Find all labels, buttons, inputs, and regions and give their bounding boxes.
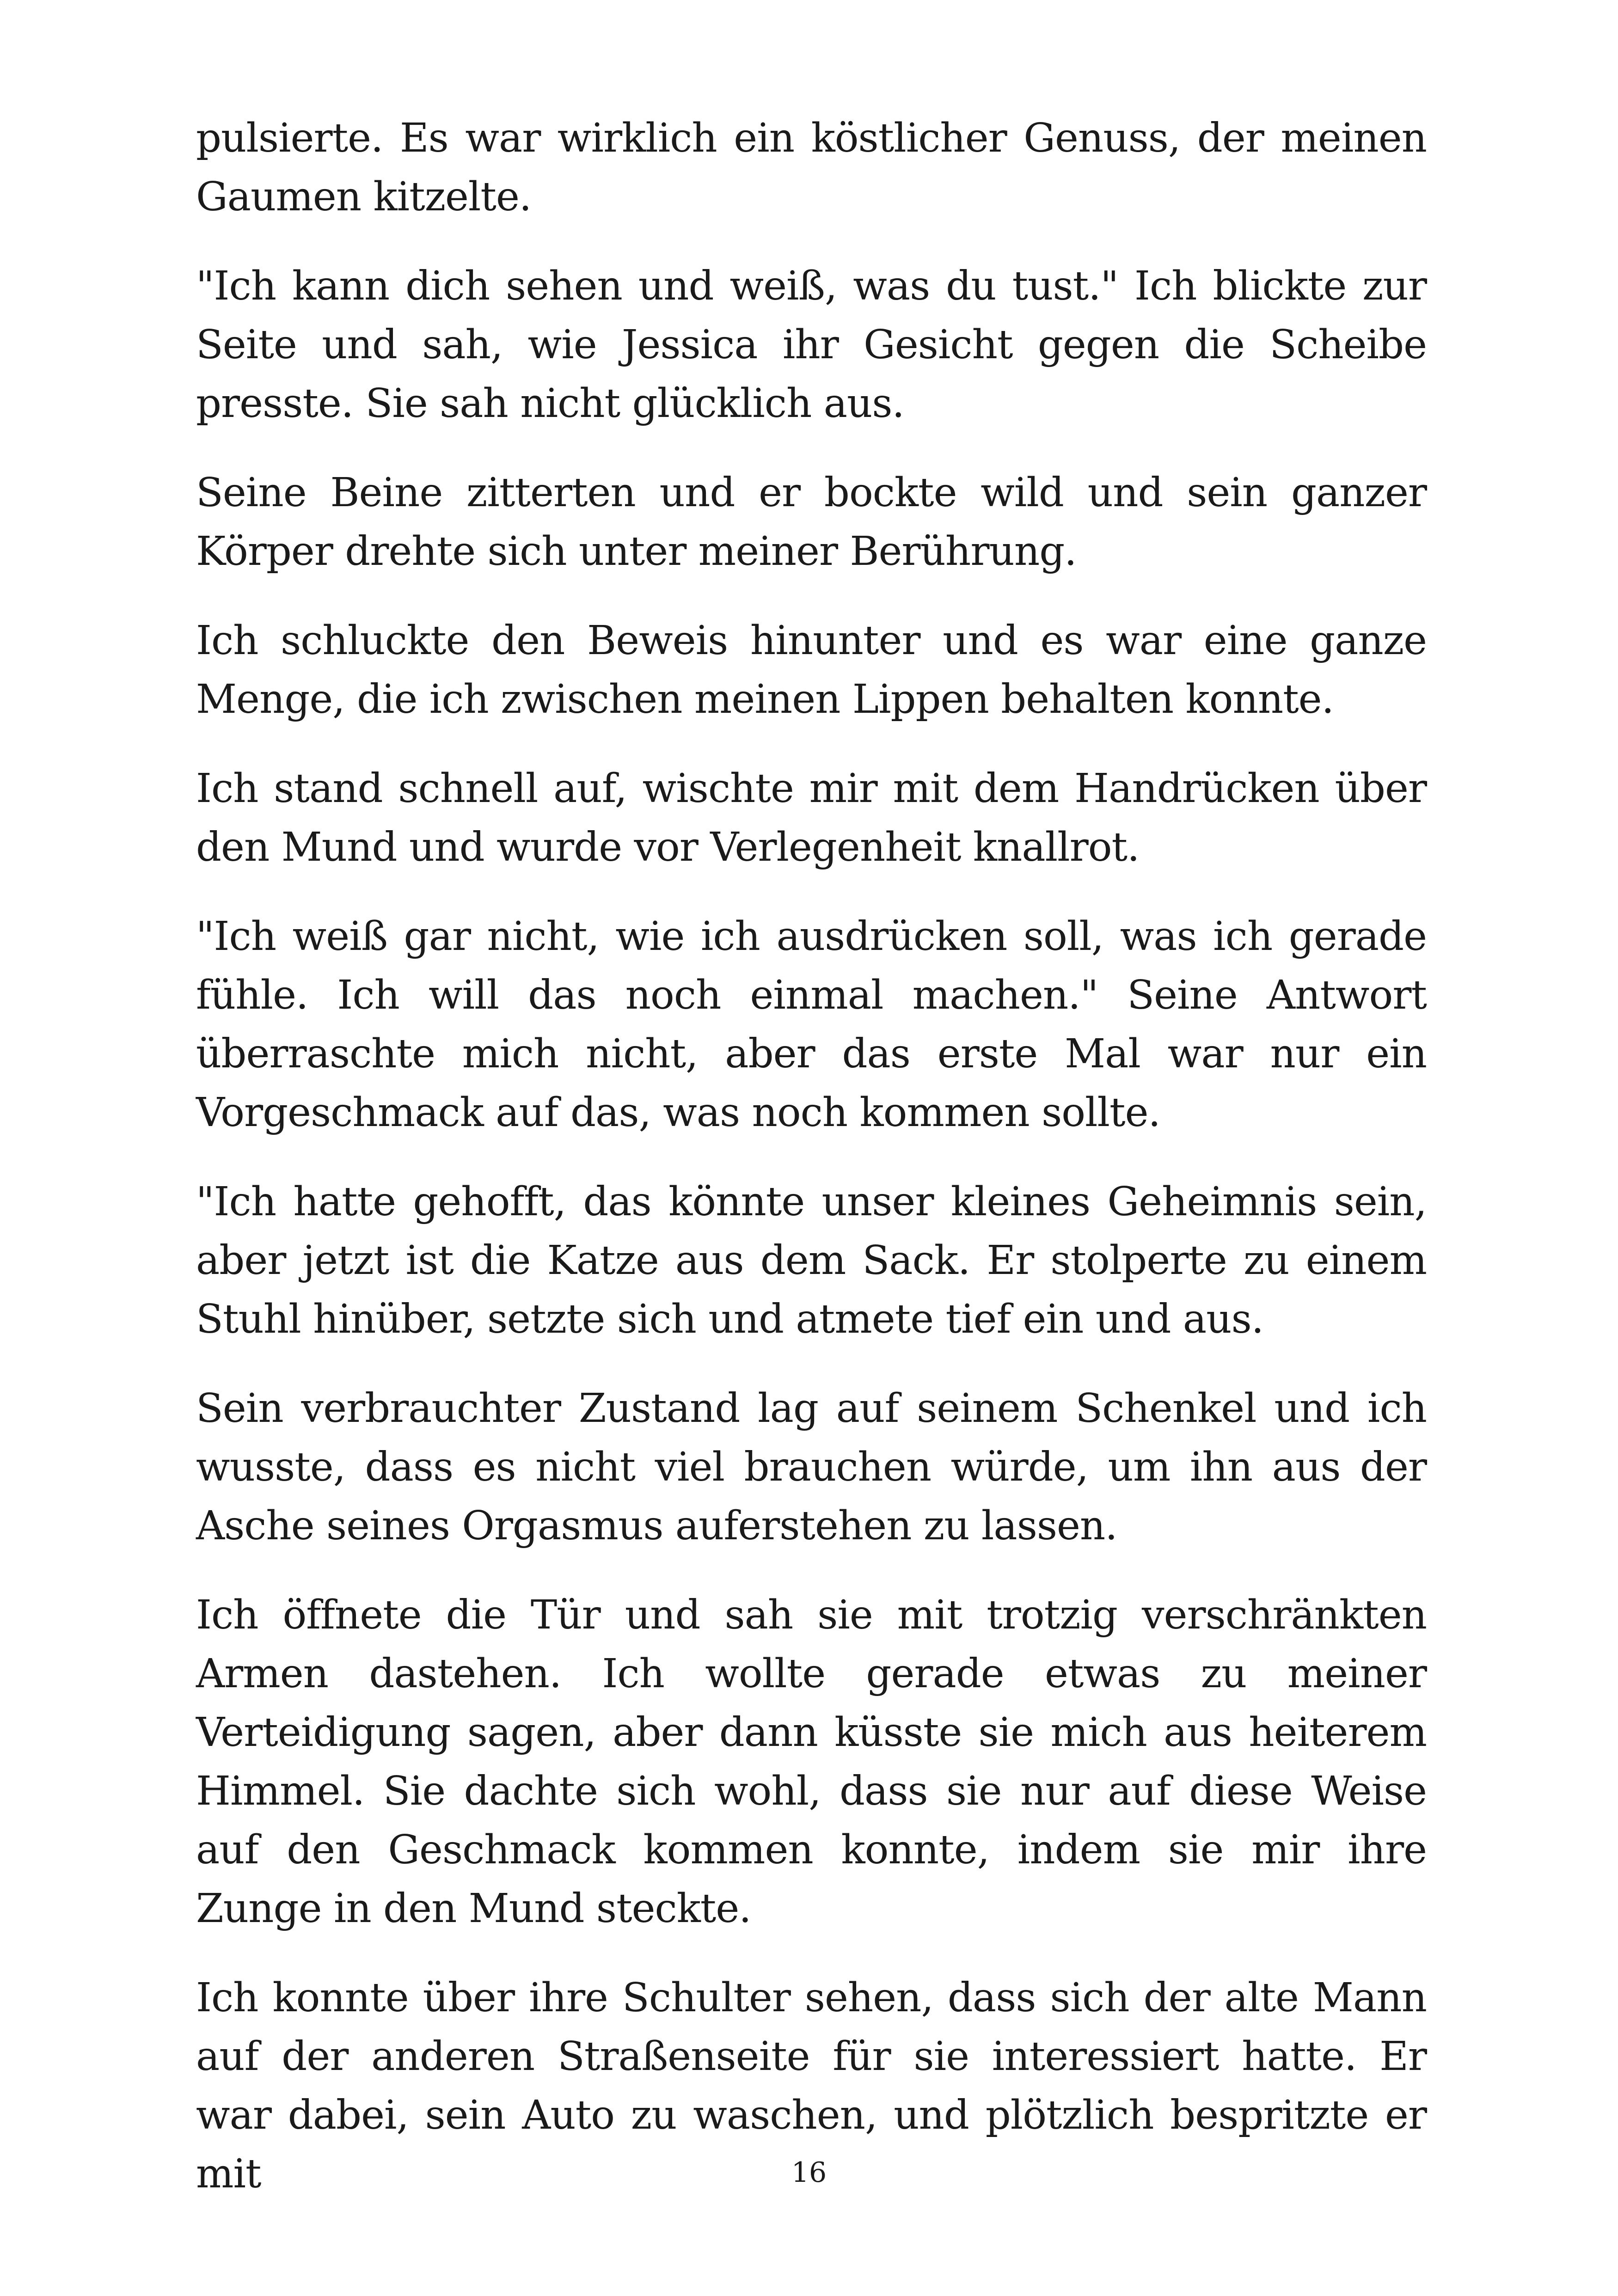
paragraph: "Ich kann dich sehen und weiß, was du tust." Ich blickte zur Seite und sah, wie Jessica ihr Gesicht gegen die Scheibe presste. Sie sah nicht glücklich aus.: [196, 263, 1427, 427]
text-body: [196, 109, 1427, 2234]
paragraph: "Ich hatte gehofft, das könnte unser kleines Geheimnis sein, aber jetzt ist die Katze aus dem Sack. Er stolperte zu einem Stuhl hinüber, setzte sich und atmete tief ein und aus.: [196, 1179, 1427, 1342]
paragraph: pulsierte. Es war wirklich ein köstlicher Genuss, der meinen Gaumen kitzelte.: [196, 115, 1427, 220]
paragraph: Ich stand schnell auf, wischte mir mit dem Handrücken über den Mund und wurde vor Verlegenheit knallrot.: [196, 765, 1427, 870]
paragraph: Ich schluckte den Beweis hinunter und es war eine ganze Menge, die ich zwischen meinen Lippen behalten konnte.: [196, 618, 1427, 722]
paragraph: Seine Beine zitterten und er bockte wild und sein ganzer Körper drehte sich unter meiner Berührung.: [196, 470, 1427, 575]
paragraph: Ich öffnete die Tür und sah sie mit trotzig verschränkten Armen dastehen. Ich wollte gerade etwas zu meiner Verteidigung sagen, aber dann küsste sie mich aus heiterem Himmel. Sie dachte sich wohl, dass sie nur auf diese Weise auf den Geschmack kommen konnte, indem sie mir ihre Zunge in den Mund steckte.: [196, 1592, 1427, 1932]
paragraph: "Ich weiß gar nicht, wie ich ausdrücken soll, was ich gerade fühle. Ich will das noch einmal machen." Seine Antwort überraschte mich nicht, aber das erste Mal war nur ein Vorgeschmack auf das, was noch kommen sollte.: [196, 913, 1427, 1136]
paragraph: Sein verbrauchter Zustand lag auf seinem Schenkel und ich wusste, dass es nicht viel brauchen würde, um ihn aus der Asche seines Orgasmus auferstehen zu lassen.: [196, 1385, 1427, 1549]
page-number: 16: [791, 2156, 827, 2189]
paragraph: Ich konnte über ihre Schulter sehen, dass sich der alte Mann auf der anderen Straßenseite für sie interessiert hatte. Er war dabei, sein Auto zu waschen, und plötzlich bespritzte er mit: [196, 1975, 1427, 2197]
